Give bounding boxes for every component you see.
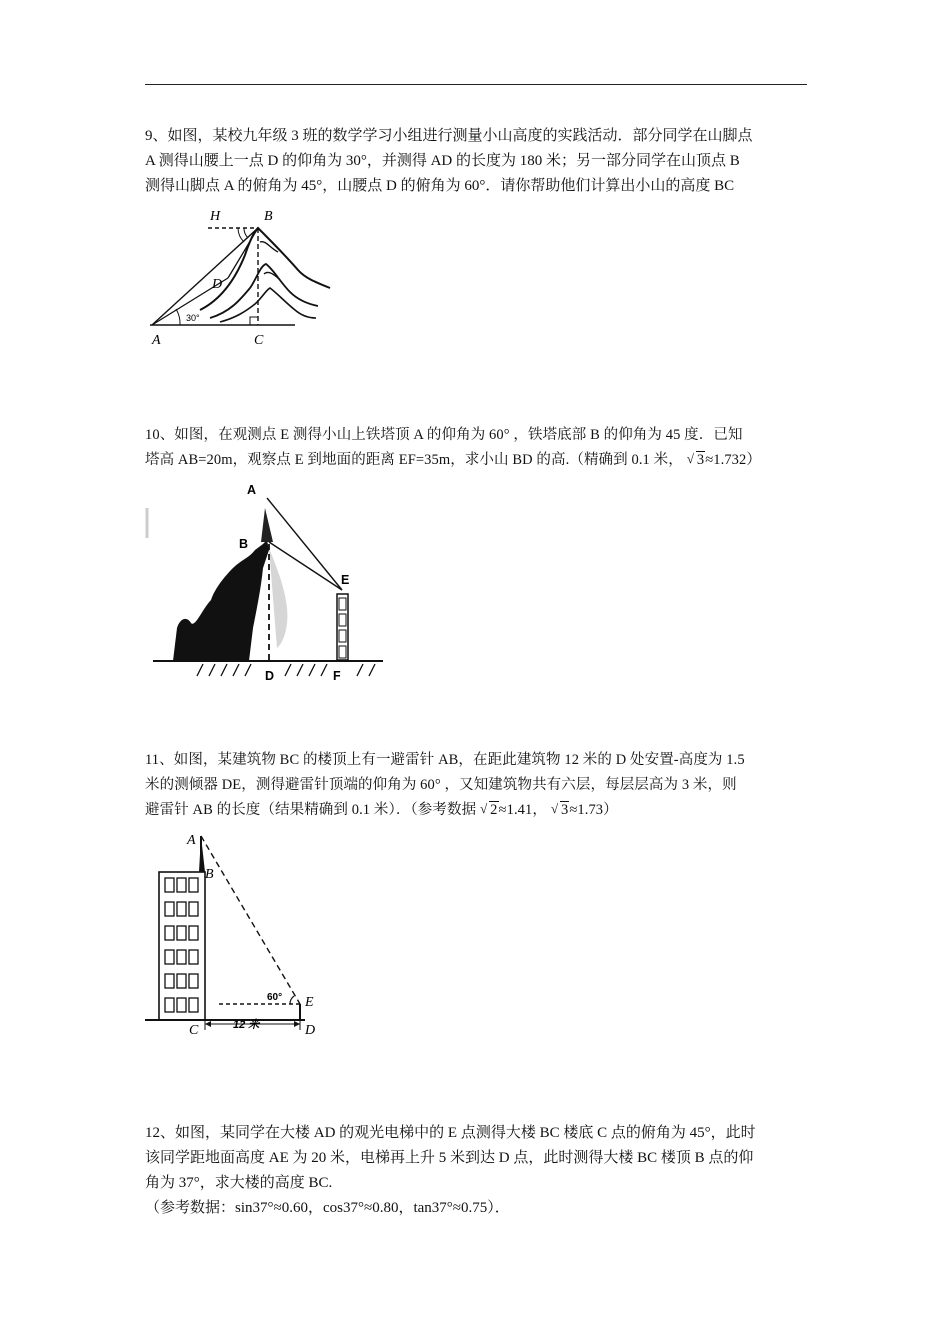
q11-line-3-tail: ≈1.73） [569, 802, 618, 818]
q10-label-F: F [333, 669, 341, 683]
q9-label-H: H [210, 209, 221, 224]
q9-label-B: B [264, 209, 273, 224]
q9-label-A: A [152, 333, 161, 348]
q10-line-1: 10、如图，在观测点 E 测得小山上铁塔顶 A 的仰角为 60° ，铁塔底部 B 的仰角为 45 度．已知 [145, 427, 743, 443]
q11-distance-label: 12 米 [233, 1019, 260, 1031]
q9-figure [140, 200, 360, 350]
q9-label-D: D [212, 277, 223, 292]
q11-line-2: 米的测倾器 DE，测得避雷针顶端的仰角为 60° ，又知建筑物共有六层，每层层高为 3 米，则 [145, 777, 737, 793]
q12-line-4: （参考数据：sin37°≈0.60，cos37°≈0.80，tan37°≈0.75）． [145, 1200, 510, 1216]
q11-line-1: 11、如图，某建筑物 BC 的楼顶上有一避雷针 AB，在距此建筑物 12 米的 D 处安置-高度为 1.5 [145, 752, 745, 768]
q10-line-2 [145, 448, 810, 473]
q12-line-2: 该同学距地面高度 AE 为 20 米，电梯再上升 5 米到达 D 点，此时测得大楼 BC 楼顶 B 点的仰 [145, 1150, 754, 1166]
q10-line-2-text: 塔高 AB=20m，观察点 E 到地面的距离 EF=35m，求小山 BD 的高.（精确到 0.1 米， [145, 452, 683, 468]
q9-label-C: C [254, 333, 264, 348]
q11-label-A: A [187, 833, 196, 848]
q11-diagram [145, 828, 325, 1040]
q11-line-3-text: 避雷针 AB 的长度（结果精确到 0.1 米）．（参考数据 [145, 802, 477, 818]
q11-line-3-mid: ≈1.41， [498, 802, 547, 818]
sqrt-symbol: √ 2 [480, 801, 498, 818]
q10-label-A: A [247, 483, 257, 497]
header-rule [145, 84, 807, 85]
q12-line-3: 角为 37°，求大楼的高度 BC. [145, 1175, 333, 1191]
q9-diagram [140, 200, 360, 350]
q11-line-3 [145, 798, 810, 823]
q10-diagram [145, 478, 390, 698]
q10-figure [145, 478, 390, 698]
question-10 [145, 423, 810, 473]
q11-label-D: D [305, 1023, 316, 1038]
q10-label-B: B [239, 537, 249, 551]
q11-label-B: B [205, 867, 214, 882]
q11-figure [145, 828, 325, 1040]
q10-label-E: E [341, 573, 350, 587]
q10-line-2-tail: ≈1.732） [705, 452, 761, 468]
q11-label-C: C [189, 1023, 199, 1038]
q9-line-1: 9、如图，某校九年级 3 班的数学学习小组进行测量小山高度的实践活动．部分同学在山脚点 [145, 128, 753, 144]
q12-line-1: 12、如图，某同学在大楼 AD 的观光电梯中的 E 点测得大楼 BC 楼底 C 点的俯角为 45°，此时 [145, 1125, 756, 1141]
question-12 [145, 1121, 810, 1221]
sqrt-symbol: √ 3 [686, 451, 705, 468]
q10-sqrt-arg: 3 [696, 452, 705, 468]
q9-line-3: 测得山脚点 A 的俯角为 45°，山腰点 D 的俯角为 60°．请你帮助他们计算出小山的高度 BC [145, 178, 735, 194]
q9-line-2: A 测得山腰上一点 D 的仰角为 30°，并测得 AD 的长度为 180 米；另一部分同学在山顶点 B [145, 153, 740, 169]
question-11 [145, 748, 810, 823]
q11-angle-label: 60° [267, 992, 283, 1003]
question-9 [145, 124, 810, 199]
q11-label-E: E [305, 995, 314, 1010]
q9-angle-label: 30° [186, 313, 200, 323]
q10-label-D: D [265, 669, 275, 683]
sqrt-symbol: √ 3 [550, 801, 569, 818]
q11-sqrt1-arg: 2 [490, 802, 498, 818]
q11-sqrt2-arg: 3 [560, 802, 569, 818]
